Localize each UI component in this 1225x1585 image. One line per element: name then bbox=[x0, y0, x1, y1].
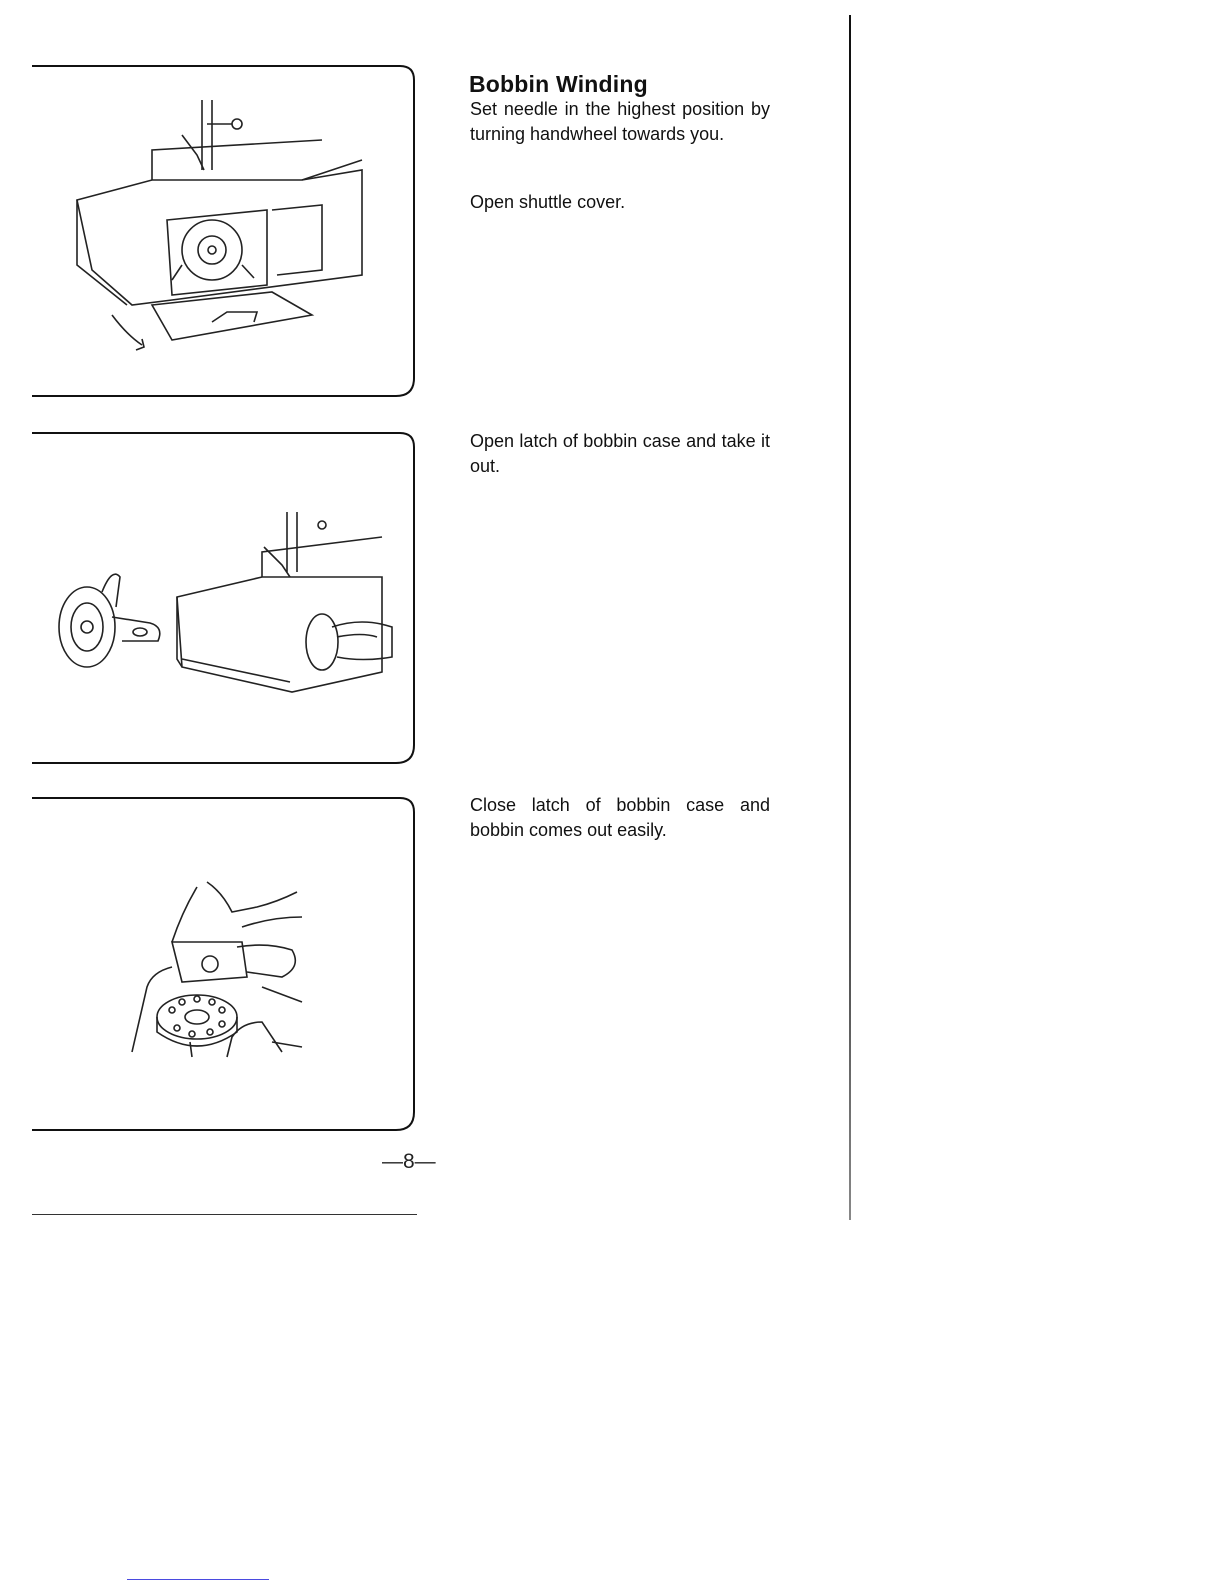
page-number: —8— bbox=[382, 1150, 436, 1173]
section-title: Bobbin Winding bbox=[469, 71, 648, 98]
figure-panel-bobbin-release bbox=[32, 792, 418, 1139]
step-text-open-cover: Open shuttle cover. bbox=[470, 192, 626, 212]
scan-edge-rule bbox=[127, 1579, 269, 1580]
bobbin-case-removal-illustration bbox=[32, 427, 418, 771]
bobbin-release-illustration bbox=[32, 792, 418, 1139]
figure-panel-shuttle-cover bbox=[32, 60, 418, 404]
sewing-machine-shuttle-cover-illustration bbox=[32, 60, 418, 404]
step-text-remove-case: Open latch of bobbin case and take it out. bbox=[470, 431, 770, 476]
column-divider bbox=[849, 15, 851, 1220]
bottom-rule bbox=[32, 1214, 417, 1215]
figure-panel-bobbin-case-removal bbox=[32, 427, 418, 771]
step-text-set-needle: Set needle in the highest position by turning handwheel towards you. bbox=[470, 99, 770, 144]
step-text-release-bobbin: Close latch of bobbin case and bobbin comes out easily. bbox=[470, 795, 770, 840]
